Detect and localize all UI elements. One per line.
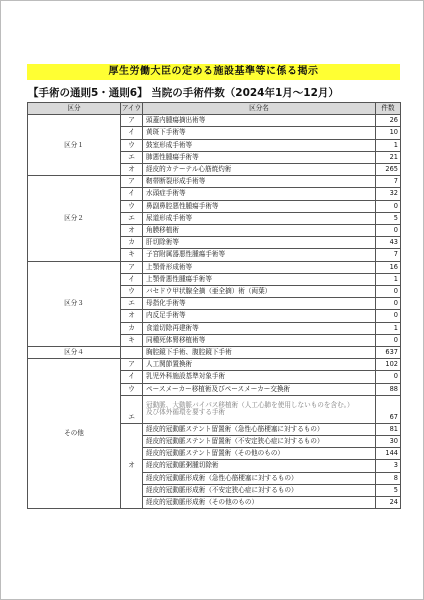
procedure-name-cell: 尿道形成手術等	[143, 212, 376, 224]
count-cell: 0	[376, 298, 401, 310]
count-cell: 24	[376, 497, 401, 509]
aiu-cell: イ	[121, 188, 143, 200]
count-cell: 30	[376, 436, 401, 448]
table-row	[28, 359, 401, 371]
aiu-cell: キ	[121, 334, 143, 346]
procedure-name-cell: 肝切除術等	[143, 237, 376, 249]
table-row	[28, 176, 401, 188]
aiu-cell: エ	[121, 395, 143, 423]
table-row	[28, 115, 401, 127]
count-cell: 26	[376, 115, 401, 127]
aiu-cell: ア	[121, 261, 143, 273]
aiu-cell: イ	[121, 371, 143, 383]
procedure-name-cell: 同種死体腎移植術等	[143, 334, 376, 346]
aiu-cell: エ	[121, 151, 143, 163]
procedure-name-cell: 経皮的冠動脈形成術（その他のもの）	[143, 497, 376, 509]
category-cell: 区分２	[28, 176, 121, 261]
procedure-name-cell: 人工関節置換術	[143, 359, 376, 371]
procedure-name-line: 冠動脈、大動脈バイパス移植術（人工心肺を使用しないものを含む。）	[146, 400, 354, 409]
aiu-cell: イ	[121, 273, 143, 285]
aiu-cell: ウ	[121, 139, 143, 151]
procedure-name-cell: 経皮的冠動脈形成術（不安定狭心症に対するもの）	[143, 484, 376, 496]
count-cell: 43	[376, 237, 401, 249]
procedure-name-cell: 靭帯断裂形成手術等	[143, 176, 376, 188]
procedure-name-cell: 経皮的冠動脈ステント留置術（不安定狭心症に対するもの）	[143, 436, 376, 448]
procedure-name-cell: 鼓室形成手術等	[143, 139, 376, 151]
procedure-name-cell: 鼻副鼻腔悪性腫瘍手術等	[143, 200, 376, 212]
count-cell: 0	[376, 310, 401, 322]
table-header-row	[28, 103, 401, 115]
aiu-cell: ア	[121, 176, 143, 188]
aiu-cell: エ	[121, 212, 143, 224]
count-cell: 0	[376, 200, 401, 212]
count-cell: 102	[376, 359, 401, 371]
category-cell: 区分３	[28, 261, 121, 346]
procedure-name-cell: ペースメーカー移植術及びペースメーカー交換術	[143, 383, 376, 395]
count-cell: 0	[376, 286, 401, 298]
procedure-name-cell: 食道切除再建術等	[143, 322, 376, 334]
aiu-cell: ウ	[121, 200, 143, 212]
aiu-cell: イ	[121, 127, 143, 139]
aiu-cell: オ	[121, 225, 143, 237]
count-cell: 7	[376, 249, 401, 261]
count-cell: 637	[376, 347, 401, 359]
count-cell: 1	[376, 273, 401, 285]
notice-banner: 厚生労働大臣の定める施設基準等に係る掲示	[27, 64, 400, 80]
count-cell: 5	[376, 484, 401, 496]
procedure-name-cell: 上顎骨形成術等	[143, 261, 376, 273]
header-kubun: 区分	[28, 103, 121, 115]
procedure-name-cell: 経皮的冠動脈粥腫切除術	[143, 460, 376, 472]
count-cell: 0	[376, 334, 401, 346]
category-cell: 区分４	[28, 347, 121, 359]
procedure-name-cell: バセドウ甲状腺全摘（亜全摘）術（両葉）	[143, 286, 376, 298]
count-cell: 32	[376, 188, 401, 200]
aiu-cell: キ	[121, 249, 143, 261]
procedure-name-cell: 経皮的冠動脈ステント留置術（その他のもの）	[143, 448, 376, 460]
aiu-cell	[121, 347, 143, 359]
count-cell: 5	[376, 212, 401, 224]
procedure-name-cell	[143, 395, 376, 423]
count-cell: 1	[376, 322, 401, 334]
count-cell: 265	[376, 164, 401, 176]
count-cell: 10	[376, 127, 401, 139]
category-cell: その他	[28, 359, 121, 509]
procedure-name-cell: 経皮的冠動脈ステント留置術（急性心筋梗塞に対するもの）	[143, 423, 376, 435]
count-cell: 8	[376, 472, 401, 484]
aiu-cell: ア	[121, 115, 143, 127]
aiu-cell: エ	[121, 298, 143, 310]
procedure-name-cell: 黄斑下手術等	[143, 127, 376, 139]
section-heading: 【手術の通則5・通則6】 当院の手術件数（2024年1月～12月）	[28, 87, 339, 99]
procedure-name-cell: 角膜移植術	[143, 225, 376, 237]
category-cell: 区分１	[28, 115, 121, 176]
procedure-name-cell: 水頭症手術等	[143, 188, 376, 200]
count-cell: 88	[376, 383, 401, 395]
aiu-cell: カ	[121, 322, 143, 334]
table-row	[28, 261, 401, 273]
count-cell: 3	[376, 460, 401, 472]
aiu-cell: オ	[121, 164, 143, 176]
count-cell: 0	[376, 371, 401, 383]
procedure-name-cell: 経皮的冠動脈形成術（急性心筋梗塞に対するもの）	[143, 472, 376, 484]
procedure-name-cell: 子宮附属器悪性腫瘍手術等	[143, 249, 376, 261]
header-aiu: アイウ	[121, 103, 143, 115]
procedure-name-cell: 乳児外科施設基準対象手術	[143, 371, 376, 383]
count-cell: 1	[376, 139, 401, 151]
procedure-name-cell: 母指化手術等	[143, 298, 376, 310]
procedure-name-cell: 内反足手術等	[143, 310, 376, 322]
count-cell: 7	[376, 176, 401, 188]
aiu-cell: ア	[121, 359, 143, 371]
count-cell: 0	[376, 225, 401, 237]
procedure-name-line: 及び体外循環を要する手術	[146, 408, 226, 417]
table-body	[28, 115, 401, 509]
table-row	[28, 347, 401, 359]
surgery-count-table	[27, 102, 401, 509]
header-count: 件数	[376, 103, 401, 115]
aiu-cell: ウ	[121, 286, 143, 298]
count-cell: 16	[376, 261, 401, 273]
procedure-name-cell: 胸腔鏡下手術、腹腔鏡下手術	[143, 347, 376, 359]
count-cell: 144	[376, 448, 401, 460]
header-name: 区分名	[143, 103, 376, 115]
procedure-name-cell: 上顎骨悪性腫瘍手術等	[143, 273, 376, 285]
procedure-name-cell: 頭蓋内腫瘍摘出術等	[143, 115, 376, 127]
count-cell: 81	[376, 423, 401, 435]
procedure-name-cell: 経皮的カテーテル心筋焼灼術	[143, 164, 376, 176]
count-cell: 67	[376, 395, 401, 423]
aiu-cell: ウ	[121, 383, 143, 395]
procedure-name-cell: 肺悪性腫瘍手術等	[143, 151, 376, 163]
aiu-cell: カ	[121, 237, 143, 249]
aiu-cell: オ	[121, 423, 143, 508]
aiu-cell: オ	[121, 310, 143, 322]
count-cell: 21	[376, 151, 401, 163]
